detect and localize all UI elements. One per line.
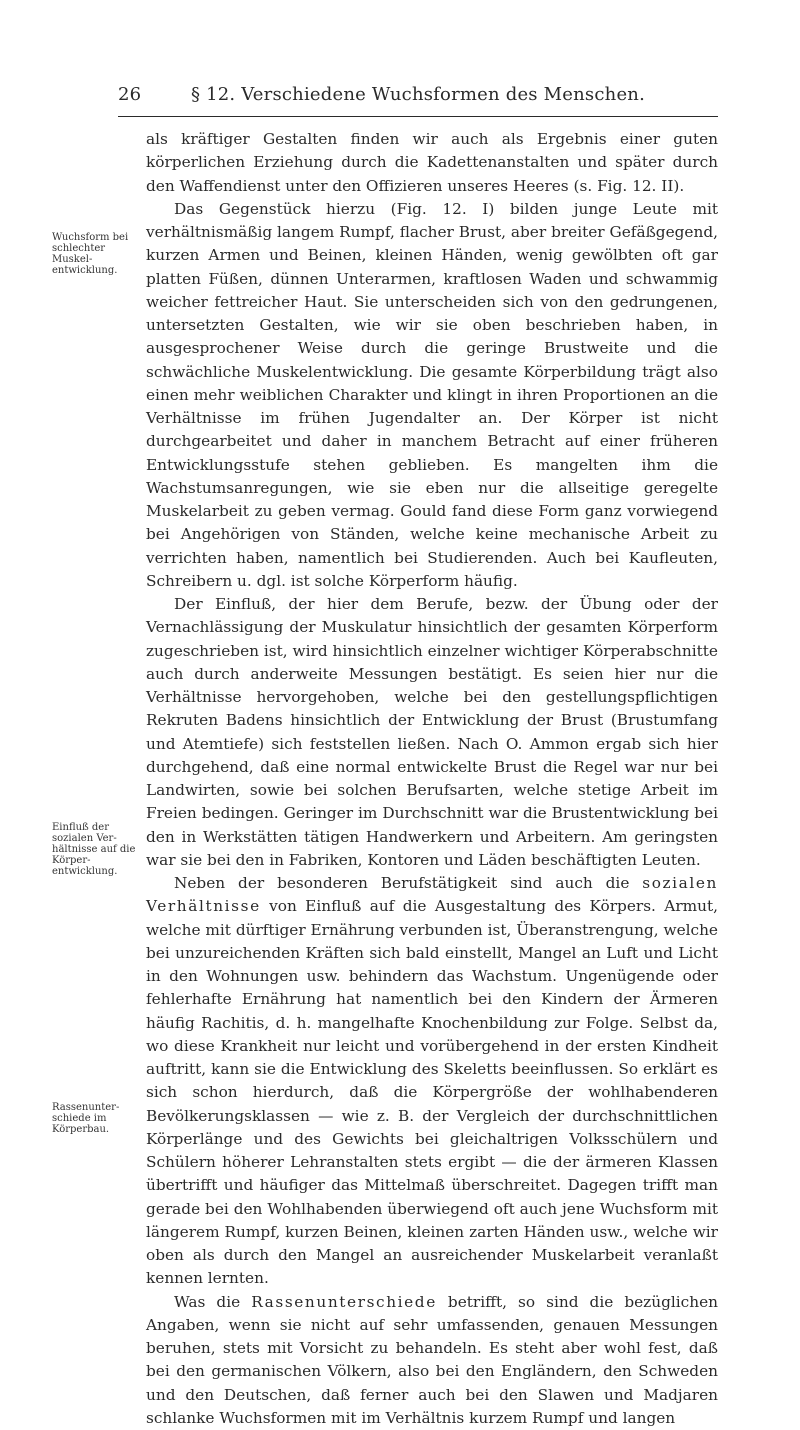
page-header [118, 84, 718, 110]
header-rule [118, 116, 718, 117]
body-text [146, 128, 718, 1430]
paragraph-5: Was die Rassenunterschiede betrifft, so sind die bezüglichen Angaben, wenn sie nicht auf sehr umfassenden, genauen Messungen beruhen, stets mit Vorsicht zu behandeln. Es steht aber wohl fest, daß bei den germanischen Völkern, also bei den Engländern, den Schweden und den Deutschen, daß ferner auch bei den Slawen und Madjaren schlanke Wuchsformen mit im Verhältnis kurzem Rumpf und langen [146, 1291, 718, 1430]
paragraph-2: Das Gegenstück hierzu (Fig. 12. I) bilden junge Leute mit verhältnismäßig langem Rumpf, flacher Brust, aber breiter Gefäßgegend, kurzen Armen und Beinen, kleinen Händen, wenig gewölbten oft gar platten Füßen, dünnen Unterarmen, kraftlosen Waden und schwammig weicher fettreicher Haut. Sie unterscheiden sich von den gedrungenen, untersetzten Gestalten, wie wir sie oben beschrieben haben, in ausgesprochener Weise durch die geringe Brustweite und die schwächliche Muskelentwicklung. Die gesamte Körperbildung trägt also einen mehr weiblichen Charakter und klingt in ihren Proportionen an die Verhältnisse im frühen Jugendalter an. Der Körper ist nicht durchgearbeitet und daher in manchem Betracht auf einer früheren Entwicklungsstufe stehen geblieben. Es mangelten ihm die Wachstumsanregungen, wie sie eben nur die allseitige geregelte Muskelarbeit zu geben vermag. Gould fand diese Form ganz vorwiegend bei Angehörigen von Ständen, welche keine mechanische Arbeit zu verrichten haben, namentlich bei Studierenden. Auch bei Kaufleuten, Schreibern u. dgl. ist solche Körperform häufig. [146, 198, 718, 593]
page-number: 26 [118, 84, 141, 105]
margin-note-wuchsform: Wuchsform bei schlechter Muskel-entwicklung. [52, 232, 142, 276]
margin-note-rassenunterschiede: Rassenunter-schiede im Körperbau. [52, 1102, 142, 1135]
emphasis-soziale-verhaeltnisse: sozialen Verhältnisse [146, 874, 718, 915]
emphasis-rassenunterschiede: Rassenunterschiede [251, 1293, 437, 1311]
paragraph-4: Neben der besonderen Berufstätigkeit sind auch die sozialen Verhältnisse von Einfluß auf die Ausgestaltung des Körpers. Armut, welche mit dürftiger Ernährung verbunden ist, Überanstrengung, welche bei unzureichenden Kräften sich bald einstellt, Mangel an Luft und Licht in den Wohnungen usw. behindern das Wachstum. Ungenügende oder fehlerhafte Ernährung hat namentlich bei den Kindern der Ärmeren häufig Rachitis, d. h. mangelhafte Knochenbildung zur Folge. Selbst da, wo diese Krankheit nur leicht und vorübergehend in der ersten Kindheit auftritt, kann sie die Entwicklung des Skeletts beeinflussen. So erklärt es sich schon hierdurch, daß die Körpergröße der wohlhabenderen Bevölkerungsklassen — wie z. B. der Vergleich der durchschnittlichen Körperlänge und des Gewichts bei gleichaltrigen Volksschülern und Schülern höherer Lehranstalten stets ergibt — die der ärmeren Klassen übertrifft und häufiger das Mittelmaß überschreitet. Dagegen trifft man gerade bei den Wohlhabenden überwiegend oft auch jene Wuchsform mit längerem Rumpf, kurzen Beinen, kleinen zarten Händen usw., welche wir oben als durch den Mangel an ausreichender Muskelarbeit veranlaßt kennen lernten. [146, 872, 718, 1291]
paragraph-1: als kräftiger Gestalten finden wir auch als Ergebnis einer guten körperlichen Erziehung durch die Kadettenanstalten und später durch den Waffendienst unter den Offizieren unseres Heeres (s. Fig. 12. II). [146, 128, 718, 198]
running-title: § 12. Verschiedene Wuchsformen des Menschen. [118, 84, 718, 105]
paragraph-3: Der Einfluß, der hier dem Berufe, bezw. der Übung oder der Vernachlässigung der Muskulatur hinsichtlich der gesamten Körperform zugeschrieben ist, wird hinsichtlich einzelner wichtiger Körperabschnitte auch durch anderweite Messungen bestätigt. Es seien hier nur die Verhältnisse hervorgehoben, welche bei den gestellungspflichtigen Rekruten Badens hinsichtlich der Entwicklung der Brust (Brustumfang und Atemtiefe) sich feststellen ließen. Nach O. Ammon ergab sich hier durchgehend, daß eine normal entwickelte Brust die Regel war nur bei Landwirten, sowie bei solchen Berufsarten, welche stetige Arbeit im Freien bedingen. Geringer im Durchschnitt war die Brustentwicklung bei den in Werkstätten tätigen Handwerkern und Arbeitern. Am geringsten war sie bei den in Fabriken, Kontoren und Läden beschäftigten Leuten. [146, 593, 718, 872]
margin-note-soziale-verhaeltnisse: Einfluß der sozialen Ver-hältnisse auf die Körper-entwicklung. [52, 822, 142, 877]
